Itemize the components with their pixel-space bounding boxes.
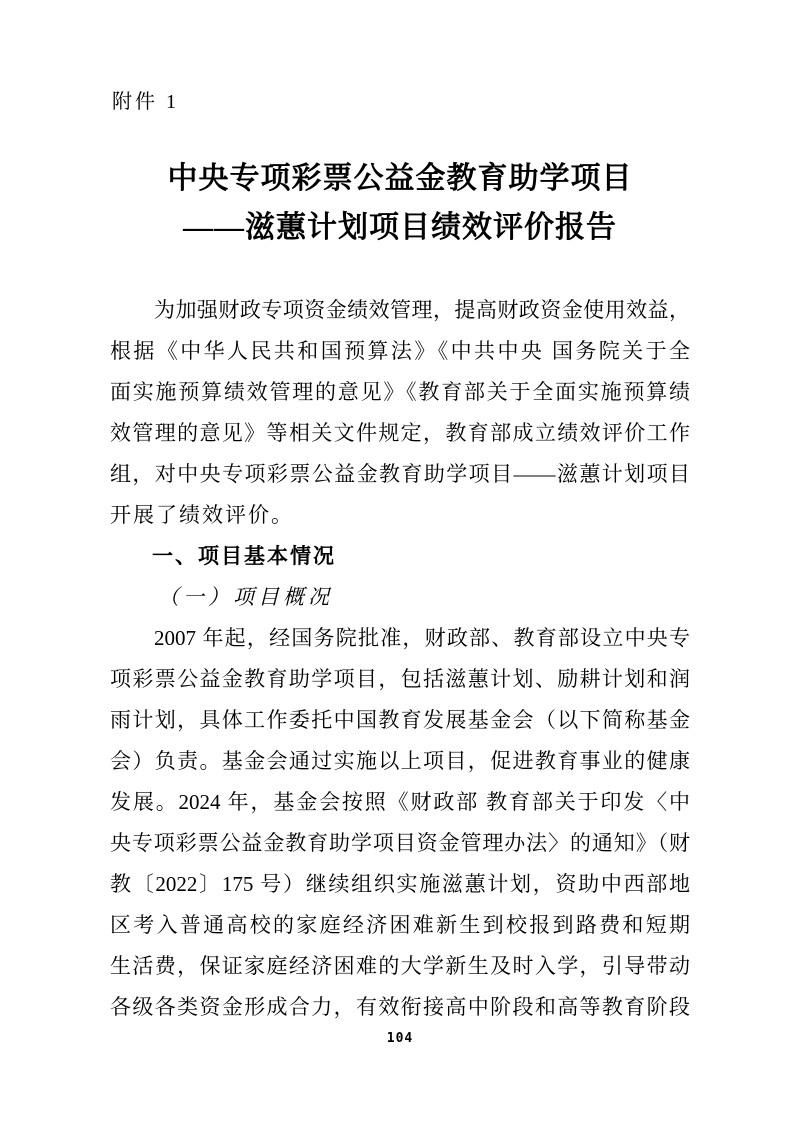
section-heading: 一、项目基本情况 (152, 545, 336, 568)
paragraph-1-line: 效管理的意见》等相关文件规定，教育部成立绩效评价工作 (110, 421, 690, 445)
document-title-line2: ——滋蕙计划项目绩效评价报告 (183, 211, 617, 244)
paragraph-2-line: 项彩票公益金教育助学项目，包括滋蕙计划、励耕计划和润 (110, 667, 690, 691)
paragraph-1-line: 根据《中华人民共和国预算法》《中共中央 国务院关于全 (110, 339, 690, 363)
paragraph-2-line: 各级各类资金形成合力，有效衔接高中阶段和高等教育阶段 (110, 995, 690, 1019)
paragraph-1-line: 组，对中央专项彩票公益金教育助学项目——滋蕙计划项目 (110, 462, 690, 486)
document-title (0, 154, 800, 252)
paragraph-1-line: 面实施预算绩效管理的意见》《教育部关于全面实施预算绩 (110, 380, 690, 404)
document-title-line1: 中央专项彩票公益金教育助学项目 (167, 162, 633, 195)
attachment-label: 附件 1 (112, 91, 179, 113)
paragraph-1 (110, 290, 690, 536)
document-body (110, 290, 690, 1028)
paragraph-2-line: 雨计划，具体工作委托中国教育发展基金会（以下简称基金 (110, 708, 690, 732)
paragraph-2 (110, 618, 690, 1028)
paragraph-2-line: 区考入普通高校的家庭经济困难新生到校报到路费和短期 (110, 913, 690, 937)
paragraph-2-line: 发展。2024 年，基金会按照《财政部 教育部关于印发〈中 (110, 790, 690, 814)
paragraph-2-line: 2007 年起，经国务院批准，财政部、教育部设立中央专 (154, 626, 690, 650)
paragraph-2-line: 教〔2022〕175 号）继续组织实施滋蕙计划，资助中西部地 (110, 872, 690, 896)
subsection-heading: （一）项目概况 (158, 585, 333, 609)
paragraph-2-line: 央专项彩票公益金教育助学项目资金管理办法〉的通知》（财 (110, 831, 690, 855)
paragraph-1-line: 开展了绩效评价。 (110, 503, 294, 527)
paragraph-1-line: 为加强财政专项资金绩效管理，提高财政资金使用效益， (154, 298, 690, 322)
paragraph-2-line: 会）负责。基金会通过实施以上项目，促进教育事业的健康 (110, 749, 690, 773)
paragraph-2-line: 生活费，保证家庭经济困难的大学新生及时入学，引导带动 (110, 954, 690, 978)
page-number: 104 (386, 1031, 414, 1046)
